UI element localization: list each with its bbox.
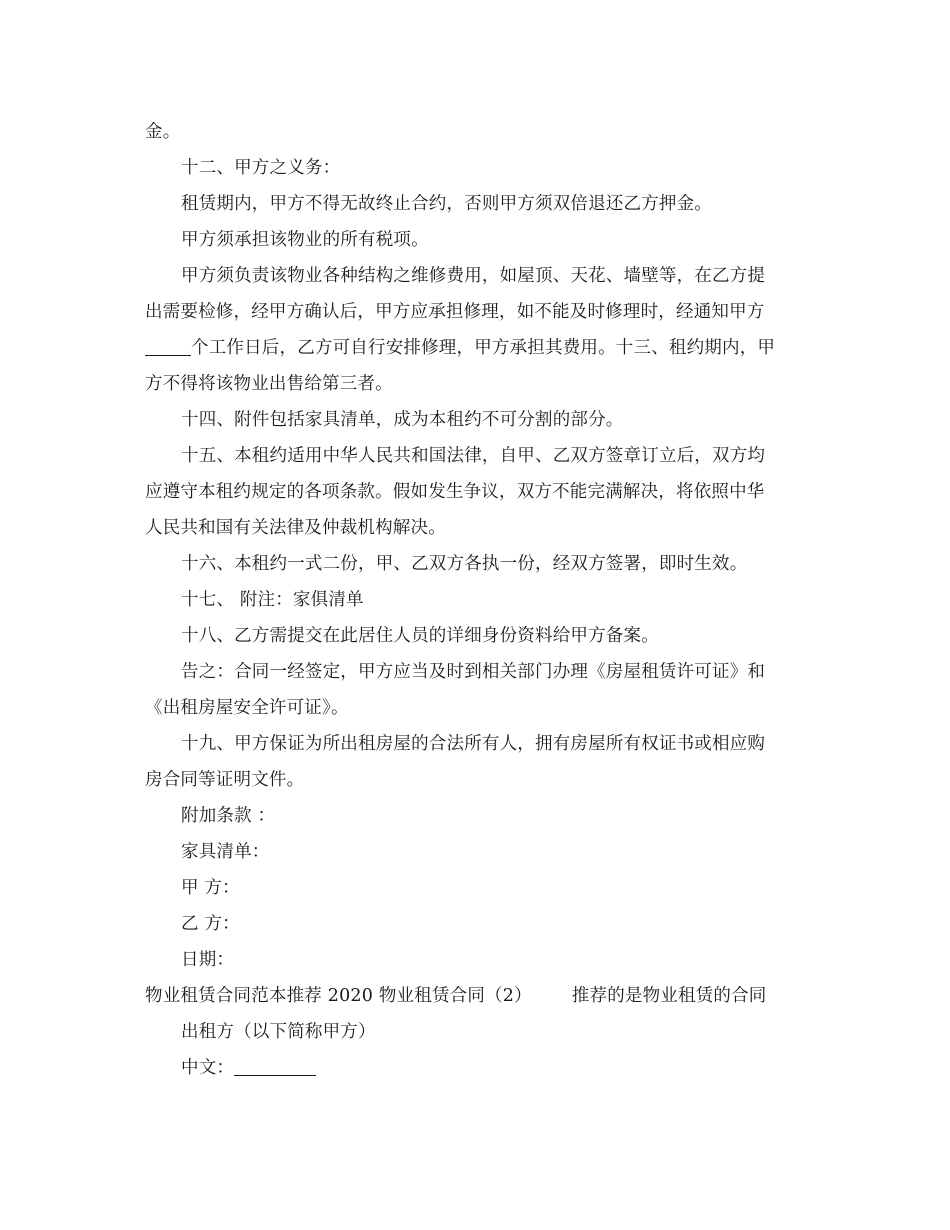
- field-label: 中文：: [181, 1058, 235, 1078]
- text-span: 个工作日后，乙方可自行安排修理，甲方承担其费用。十三、租约期内，甲: [191, 338, 776, 358]
- text-line: 《出租房屋安全许可证》。: [145, 698, 349, 718]
- text-line: 租赁期内，甲方不得无故终止合约，否则甲方须双倍退还乙方押金。: [181, 194, 712, 214]
- notice: 告之：合同一经签定，甲方应当及时到相关部门办理《房屋租赁许可证》和: [181, 662, 766, 682]
- clause-12-heading: 十二、甲方之义务：: [181, 158, 341, 178]
- party-a-label: 甲 方：: [181, 878, 240, 898]
- clause-14: 十四、附件包括家具清单，成为本租约不可分割的部分。: [181, 410, 624, 430]
- text-line: 人民共和国有关法律及仲裁机构解决。: [145, 518, 446, 538]
- chinese-name-field: [145, 1050, 815, 1086]
- text-line: 方不得将该物业出售给第三者。: [145, 374, 393, 394]
- date-label: 日期：: [181, 950, 235, 970]
- text-line: 金。: [145, 122, 181, 142]
- clause-18: 十八、乙方需提交在此居住人员的详细身份资料给甲方备案。: [181, 626, 659, 646]
- clause-17: 十七、 附注：家俱清单: [181, 590, 364, 610]
- text-line: [145, 330, 815, 366]
- party-b-label: 乙 方：: [181, 914, 240, 934]
- text-line: 出需要检修，经甲方确认后，甲方应承担修理，如不能及时修理时，经通知甲方: [145, 302, 765, 322]
- clause-15: 十五、本租约适用中华人民共和国法律，自甲、乙双方签章订立后，双方均: [181, 446, 766, 466]
- blank-fill-line: [234, 1053, 316, 1076]
- text-line: 应遵守本租约规定的各项条款。假如发生争议，双方不能完满解决，将依照中华: [145, 482, 765, 502]
- furniture-list-label: 家具清单：: [181, 842, 270, 862]
- text-line: 甲方须承担该物业的所有税项。: [181, 230, 429, 250]
- clause-19: 十九、甲方保证为所出租房屋的合法所有人，拥有房屋所有权证书或相应购: [181, 734, 766, 754]
- text-line: 甲方须负责该物业各种结构之维修费用，如屋顶、天花、墙壁等，在乙方提: [181, 266, 766, 286]
- additional-terms-label: 附加条款 ：: [181, 806, 276, 826]
- section-title-note: 推荐的是物业租赁的合同: [571, 986, 767, 1006]
- clause-16: 十六、本租约一式二份，甲、乙双方各执一份，经双方签署，即时生效。: [181, 554, 748, 574]
- blank-fill-line: [145, 333, 191, 356]
- section-title-main: 物业租赁合同范本推荐 2020 物业租赁合同（2）: [145, 986, 532, 1006]
- section-title: [145, 978, 815, 1014]
- document-body: [145, 114, 815, 1086]
- lessor-label: 出租方（以下简称甲方）: [181, 1022, 376, 1042]
- text-line: 房合同等证明文件。: [145, 770, 305, 790]
